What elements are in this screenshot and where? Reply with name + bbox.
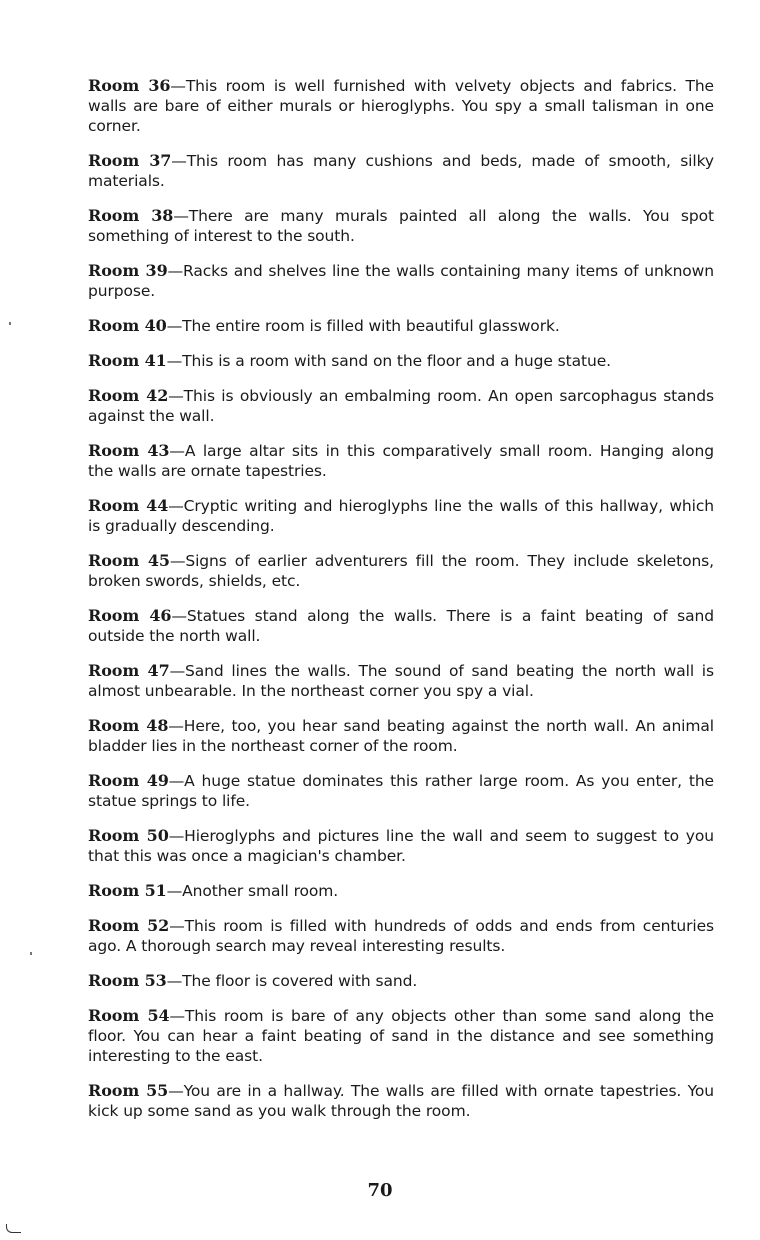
separator: — — [169, 917, 185, 935]
separator: — — [168, 1082, 184, 1100]
room-label: Room 49 — [88, 771, 169, 790]
room-entry — [88, 1006, 714, 1066]
room-entry — [88, 316, 714, 336]
room-label: Room 45 — [88, 551, 170, 570]
room-label: Room 43 — [88, 441, 170, 460]
room-description: There are many murals painted all along the walls. You spot something of interest to the south. — [88, 207, 714, 245]
room-description: A huge statue dominates this rather large room. As you enter, the statue springs to life. — [88, 772, 714, 810]
room-entry — [88, 606, 714, 646]
room-description: Sand lines the walls. The sound of sand beating the north wall is almost unbearable. In the northeast corner you spy a vial. — [88, 662, 714, 700]
room-entry — [88, 551, 714, 591]
separator: — — [168, 387, 184, 405]
room-description: This room is well furnished with velvety objects and fabrics. The walls are bare of either murals or hieroglyphs. You spy a small talisman in one corner. — [88, 77, 714, 135]
room-entry — [88, 661, 714, 701]
room-description: You are in a hallway. The walls are filled with ornate tapestries. You kick up some sand as you walk through the room. — [88, 1082, 714, 1120]
room-description: This room is bare of any objects other than some sand along the floor. You can hear a faint beating of sand in the distance and see something interesting to the east. — [88, 1007, 714, 1065]
margin-speck — [9, 322, 11, 325]
room-label: Room 42 — [88, 386, 169, 405]
separator: — — [169, 442, 185, 460]
room-label: Room 54 — [88, 1006, 170, 1025]
room-entry — [88, 261, 714, 301]
room-label: Room 53 — [88, 971, 167, 990]
room-label: Room 48 — [88, 716, 169, 735]
room-entry — [88, 771, 714, 811]
room-description: Racks and shelves line the walls containing many items of unknown purpose. — [88, 262, 714, 300]
margin-speck — [30, 952, 32, 955]
room-label: Room 47 — [88, 661, 170, 680]
room-entry — [88, 76, 714, 136]
room-description: This is a room with sand on the floor and a huge statue. — [182, 352, 611, 370]
room-label: Room 44 — [88, 496, 169, 515]
separator: — — [171, 152, 187, 170]
room-label: Room 41 — [88, 351, 167, 370]
room-label: Room 37 — [88, 151, 172, 170]
separator: — — [166, 882, 183, 900]
separator: — — [169, 552, 186, 570]
separator: — — [168, 772, 185, 790]
room-entry — [88, 386, 714, 426]
room-description: Here, too, you hear sand beating against the north wall. An animal bladder lies in the northeast corner of the room. — [88, 717, 714, 755]
room-label: Room 36 — [88, 76, 171, 95]
room-entry — [88, 351, 714, 371]
separator: — — [168, 497, 184, 515]
separator: — — [166, 972, 183, 990]
separator: — — [171, 607, 187, 625]
room-label: Room 55 — [88, 1081, 169, 1100]
separator: — — [168, 827, 185, 845]
room-entry — [88, 916, 714, 956]
room-entry — [88, 441, 714, 481]
room-entry — [88, 206, 714, 246]
room-description: The entire room is filled with beautiful glasswork. — [182, 317, 560, 335]
room-entry — [88, 716, 714, 756]
separator: — — [168, 717, 184, 735]
room-description: Statues stand along the walls. There is a faint beating of sand outside the north wall. — [88, 607, 714, 645]
page-number: 70 — [367, 1180, 393, 1201]
room-entry — [88, 496, 714, 536]
room-description: The floor is covered with sand. — [182, 972, 418, 990]
room-entry — [88, 826, 714, 866]
corner-mark — [6, 1224, 21, 1233]
room-entry — [88, 1081, 714, 1121]
room-description: Cryptic writing and hieroglyphs line the walls of this hallway, which is gradually descending. — [88, 497, 714, 535]
separator: — — [166, 317, 183, 335]
room-description: This room is filled with hundreds of odds and ends from centuries ago. A thorough search may reveal interesting results. — [88, 917, 714, 955]
separator: — — [169, 662, 186, 680]
room-description: Hieroglyphs and pictures line the wall and seem to suggest to you that this was once a magician's chamber. — [88, 827, 714, 865]
room-label: Room 52 — [88, 916, 170, 935]
room-entry — [88, 151, 714, 191]
room-label: Room 39 — [88, 261, 168, 280]
room-description: A large altar sits in this comparatively small room. Hanging along the walls are ornate tapestries. — [88, 442, 714, 480]
room-label: Room 50 — [88, 826, 169, 845]
room-entry — [88, 971, 714, 991]
room-description: Signs of earlier adventurers fill the room. They include skeletons, broken swords, shields, etc. — [88, 552, 714, 590]
separator: — — [167, 262, 184, 280]
room-description: This is obviously an embalming room. An open sarcophagus stands against the wall. — [88, 387, 714, 425]
room-description: Another small room. — [182, 882, 339, 900]
separator: — — [166, 352, 183, 370]
room-label: Room 51 — [88, 881, 167, 900]
room-label: Room 40 — [88, 316, 167, 335]
separator: — — [169, 1007, 185, 1025]
room-entry — [88, 881, 714, 901]
room-label: Room 38 — [88, 206, 174, 225]
room-descriptions — [88, 76, 714, 1136]
separator: — — [173, 207, 189, 225]
room-description: This room has many cushions and beds, made of smooth, silky materials. — [88, 152, 714, 190]
room-label: Room 46 — [88, 606, 172, 625]
separator: — — [170, 77, 186, 95]
